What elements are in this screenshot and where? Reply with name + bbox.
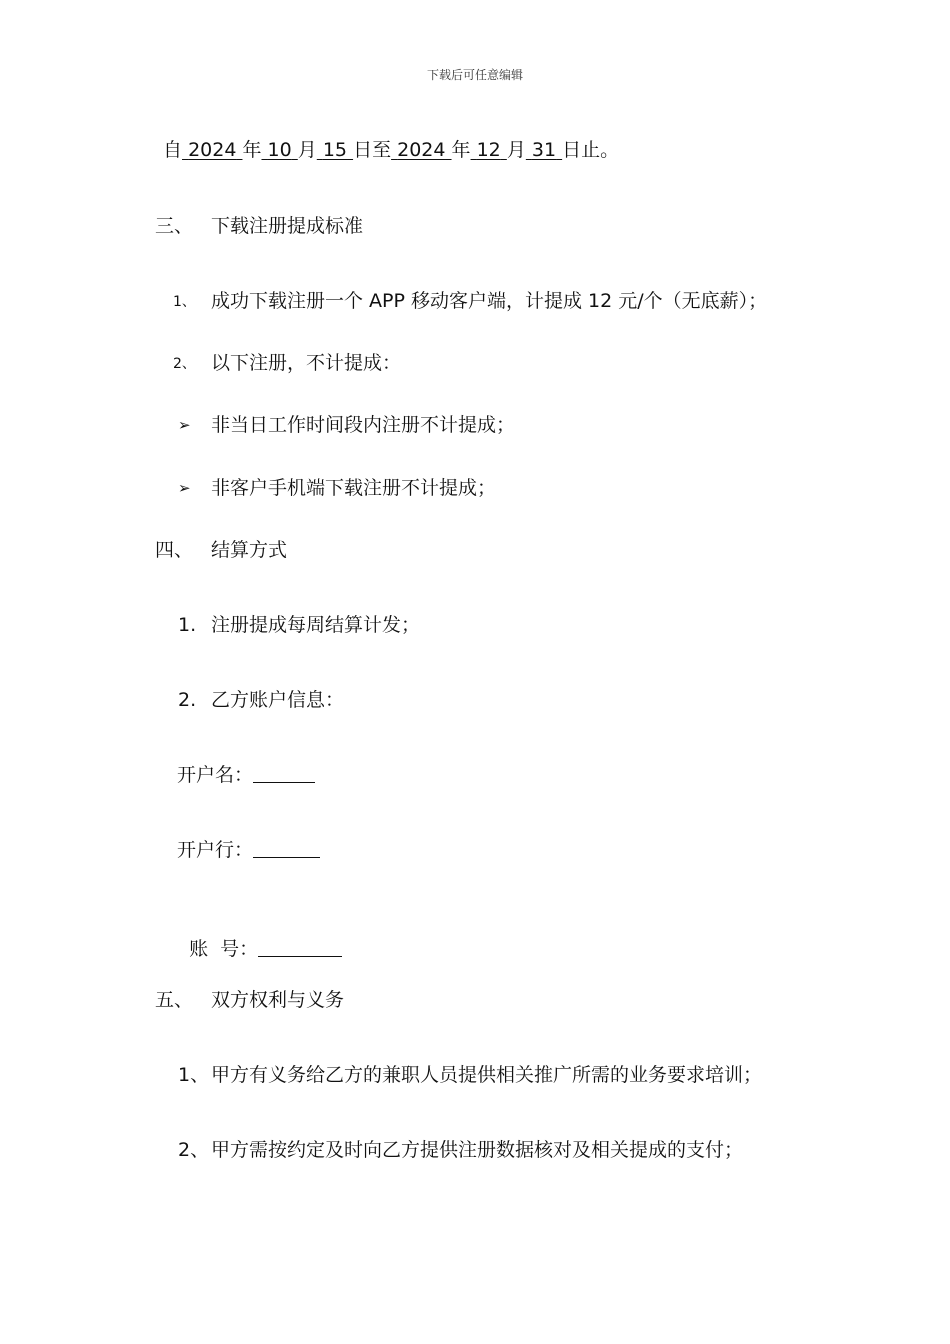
end-month: 12 bbox=[476, 139, 501, 161]
date-text: 自 bbox=[163, 139, 183, 161]
account-name-field bbox=[177, 763, 315, 787]
date-text: 日止。 bbox=[562, 139, 620, 161]
item-number: 1、 bbox=[178, 1064, 210, 1086]
start-year: 2024 bbox=[188, 139, 237, 161]
account-name-label: 开户名： bbox=[177, 764, 254, 786]
item-number: 1. bbox=[178, 614, 197, 636]
section-4-number: 四、 bbox=[155, 539, 194, 561]
arrow-bullet-icon: ➢ bbox=[178, 479, 191, 497]
date-range-line bbox=[163, 138, 619, 162]
section-5-title: 双方权利与义务 bbox=[211, 989, 345, 1011]
item-text: 成功下载注册一个 APP 移动客户端，计提成 12 元/个（无底薪）； bbox=[211, 290, 768, 312]
account-number-label: 账 号： bbox=[189, 938, 259, 960]
end-day: 31 bbox=[531, 139, 557, 161]
item-number: 2. bbox=[178, 689, 197, 711]
start-day: 15 bbox=[322, 139, 348, 161]
account-number-field bbox=[177, 913, 342, 961]
item-number: 2、 bbox=[173, 356, 196, 372]
item-text: 甲方有义务给乙方的兼职人员提供相关推广所需的业务要求培训； bbox=[211, 1064, 763, 1086]
date-text: 日至 bbox=[353, 139, 392, 161]
item-text: 以下注册，不计提成： bbox=[211, 352, 402, 374]
date-text: 月 bbox=[506, 139, 526, 161]
date-text: 年 bbox=[451, 139, 471, 161]
item-text: 甲方需按约定及时向乙方提供注册数据核对及相关提成的支付； bbox=[211, 1139, 744, 1161]
account-name-blank bbox=[253, 766, 315, 783]
item-text: 注册提成每周结算计发； bbox=[211, 614, 421, 636]
end-year: 2024 bbox=[397, 139, 446, 161]
arrow-bullet-icon: ➢ bbox=[178, 416, 191, 434]
account-bank-label: 开户行： bbox=[177, 839, 254, 861]
section-3-number: 三、 bbox=[155, 215, 194, 237]
date-text: 年 bbox=[242, 139, 262, 161]
section-5-number: 五、 bbox=[155, 989, 194, 1011]
date-text: 月 bbox=[297, 139, 317, 161]
bullet-text: 非客户手机端下载注册不计提成； bbox=[211, 477, 497, 499]
section-4-title: 结算方式 bbox=[211, 539, 288, 561]
account-bank-blank bbox=[253, 841, 320, 858]
item-number: 1、 bbox=[173, 294, 196, 310]
item-text: 乙方账户信息： bbox=[211, 689, 345, 711]
page-header: 下载后可任意编辑 bbox=[426, 68, 523, 82]
section-3-title: 下载注册提成标准 bbox=[211, 215, 364, 237]
item-number: 2、 bbox=[178, 1139, 210, 1161]
account-bank-field bbox=[177, 838, 320, 862]
bullet-text: 非当日工作时间段内注册不计提成； bbox=[211, 414, 516, 436]
start-month: 10 bbox=[267, 139, 292, 161]
account-number-blank bbox=[258, 940, 342, 957]
